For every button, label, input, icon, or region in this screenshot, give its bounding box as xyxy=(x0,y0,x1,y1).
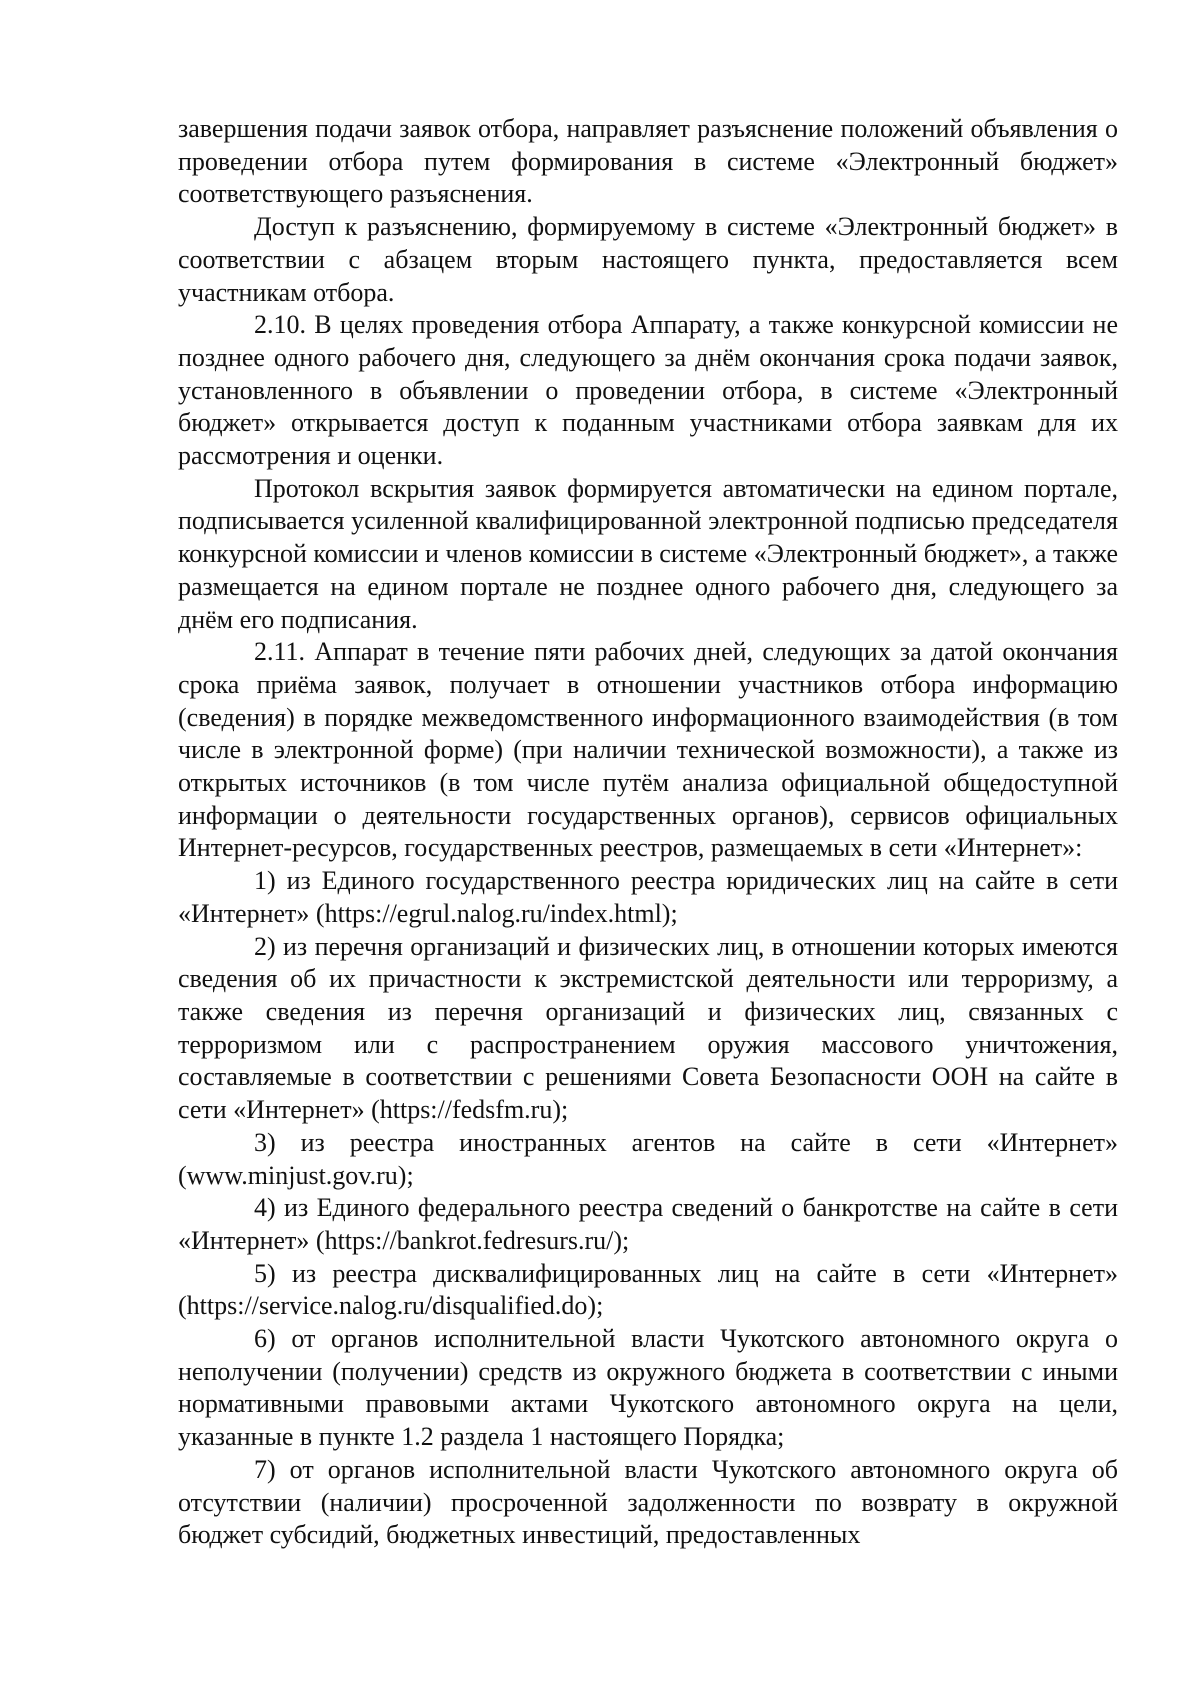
list-item-1: 1) из Единого государственного реестра юридических лиц на сайте в сети «Интернет» (https://egrul.nalog.ru/index.html); xyxy=(178,866,1118,928)
list-item-6: 6) от органов исполнительной власти Чукотского автономного округа о неполучении (получении) средств из окружного бюджета в соответствии с иными нормативными правовыми актами Чукотского автономного округа на цели, указанные в пункте 1.2 раздела 1 настоящего Порядка; xyxy=(178,1324,1118,1452)
paragraph-2-11: 2.11. Аппарат в течение пяти рабочих дней, следующих за датой окончания срока приёма заявок, получает в отношении участников отбора информацию (сведения) в порядке межведомственного информационного взаимодействия (в том числе в электронной форме) (при наличии технической возможности), а также из открытых источников (в том числе путём анализа официальной общедоступной информации о деятельности государственных органов), сервисов официальных Интернет-ресурсов, государственных реестров, размещаемых в сети «Интернет»: xyxy=(178,637,1118,863)
list-item-3: 3) из реестра иностранных агентов на сайте в сети «Интернет» (www.minjust.gov.ru); xyxy=(178,1127,1118,1190)
list-item-7: 7) от органов исполнительной власти Чукотского автономного округа об отсутствии (наличии) просроченной задолженности по возврату в окружной бюджет субсидий, бюджетных инвестиций, предоставленных xyxy=(178,1454,1118,1550)
paragraph-continuation: завершения подачи заявок отбора, направляет разъяснение положений объявления о проведении отбора путем формирования в системе «Электронный бюджет» соответствующего разъяснения. xyxy=(178,114,1118,209)
paragraph-opening-protocol: Протокол вскрытия заявок формируется автоматически на едином портале, подписывается усиленной квалифицированной электронной подписью председателя конкурсной комиссии и членов комиссии в системе «Электронный бюджет», а также размещается на едином портале не позднее одного рабочего дня, следующего за днём его подписания. xyxy=(178,473,1118,634)
list-item-4: 4) из Единого федерального реестра сведений о банкротстве на сайте в сети «Интернет» (https://bankrot.fedresurs.ru/); xyxy=(178,1193,1118,1255)
document-body xyxy=(178,113,1118,1552)
paragraph-clarification-access: Доступ к разъяснению, формируемому в системе «Электронный бюджет» в соответствии с абзацем вторым настоящего пункта, предоставляется всем участникам отбора. xyxy=(178,212,1118,307)
paragraph-2-10: 2.10. В целях проведения отбора Аппарату, а также конкурсной комиссии не позднее одного рабочего дня, следующего за днём окончания срока подачи заявок, установленного в объявлении о проведении отбора, в системе «Электронный бюджет» открывается доступ к поданным участниками отбора заявкам для их рассмотрения и оценки. xyxy=(178,310,1118,471)
list-item-2: 2) из перечня организаций и физических лиц, в отношении которых имеются сведения об их причастности к экстремистской деятельности или терроризму, а также сведения из перечня организаций и физических лиц, связанных с терроризмом или с распространением оружия массового уничтожения, составляемые в соответствии с решениями Совета Безопасности ООН на сайте в сети «Интернет» (https://fedsfm.ru); xyxy=(178,931,1118,1125)
list-item-5: 5) из реестра дисквалифицированных лиц на сайте в сети «Интернет» (https://service.nalog.ru/disqualified.do); xyxy=(178,1258,1118,1321)
